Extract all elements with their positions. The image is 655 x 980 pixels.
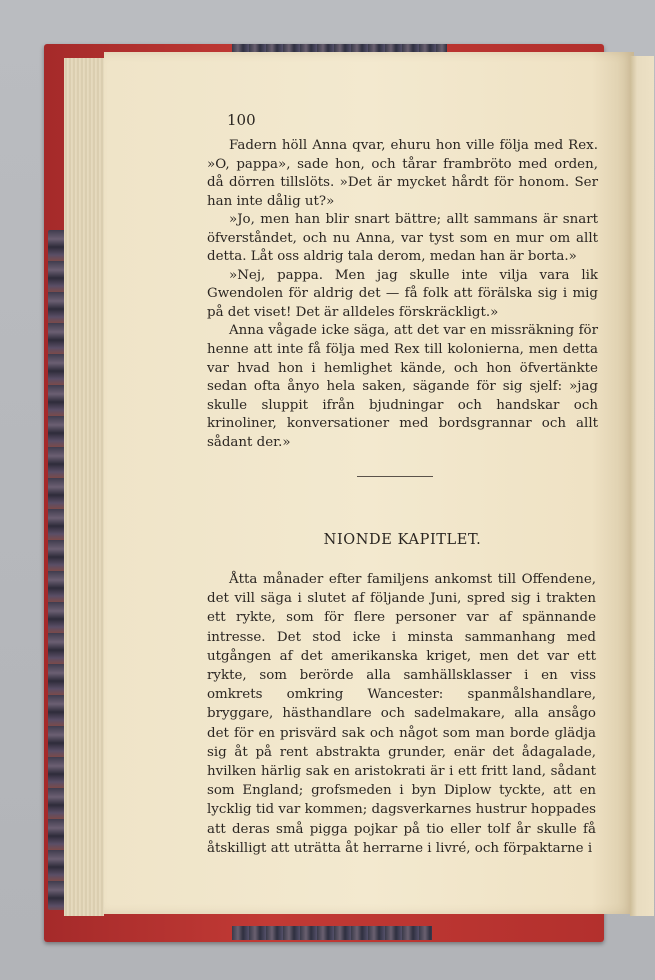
facing-page-edge — [630, 56, 654, 916]
chapter-title: NIONDE KAPITLET. — [323, 532, 482, 548]
paragraph: »Jo, men han blir snart bättre; allt sammans är snart öfverståndet, och nu Anna, var tyst som en mur om allt detta. Låt oss aldrig tala derom, medan han är borta.» — [207, 212, 598, 265]
paragraph: Anna vågade icke säga, att det var en missräkning för henne att inte få följa med Rex till kolonierna, men detta var hvad hon i hemlighet kände, och hon öfvertänkte sedan ofta ånyo hela saken, sägande för sig sjelf: »jag skulle sluppit ifrån bjudningar och handskar och krinoliner, konversationer med bordsgrannar och allt sådant der.» — [207, 323, 598, 450]
text-block-top — [207, 137, 598, 452]
section-divider — [357, 476, 433, 477]
text-block-bottom — [207, 570, 596, 858]
cover-marbled-edge-bottom — [232, 926, 432, 940]
cover-marbled-edge-top — [232, 44, 447, 52]
page-number: 100 — [227, 111, 256, 129]
paragraph: Åtta månader efter familjens ankomst till Offendene, det vill säga i slutet af följande Juni, spred sig i trakten ett rykte, som för flere personer var af spännande intresse. Det stod icke i minsta sammanhang med utgången af det amerikanska kriget, men det var ett rykte, som berörde alla samhällsklasser i en viss omkrets omkring Wancester: spanmålshandlare, bryggare, hästhandlare och sadelmakare, alla ansågo det för en prisvärd sak och något som man borde glädja sig åt på rent abstrakta grunder, enär det ådagalade, hvilken härlig sak en aristokrati är i ett fritt land, sådant som England; grofsmeden i byn Diplow tyckte, att en lycklig tid var kommen; dagsverkarnes hustrur hoppades att deras små pigga pojkar på tio eller tolf år skulle få åtskilligt att uträtta åt herrarne i livré, och förpaktarne i — [207, 572, 596, 856]
paragraph: »Nej, pappa. Men jag skulle inte vilja vara lik Gwendolen för aldrig det — få folk att förälska sig i mig på det viset! Det är alldeles förskräckligt.» — [207, 267, 598, 320]
page-edges — [64, 58, 104, 916]
paragraph: Fadern höll Anna qvar, ehuru hon ville följa med Rex. »O, pappa», sade hon, och tårar frambröto med orden, då dörren tillslöts. »Det är mycket hårdt för honom. Ser han inte dålig ut?» — [207, 138, 598, 209]
